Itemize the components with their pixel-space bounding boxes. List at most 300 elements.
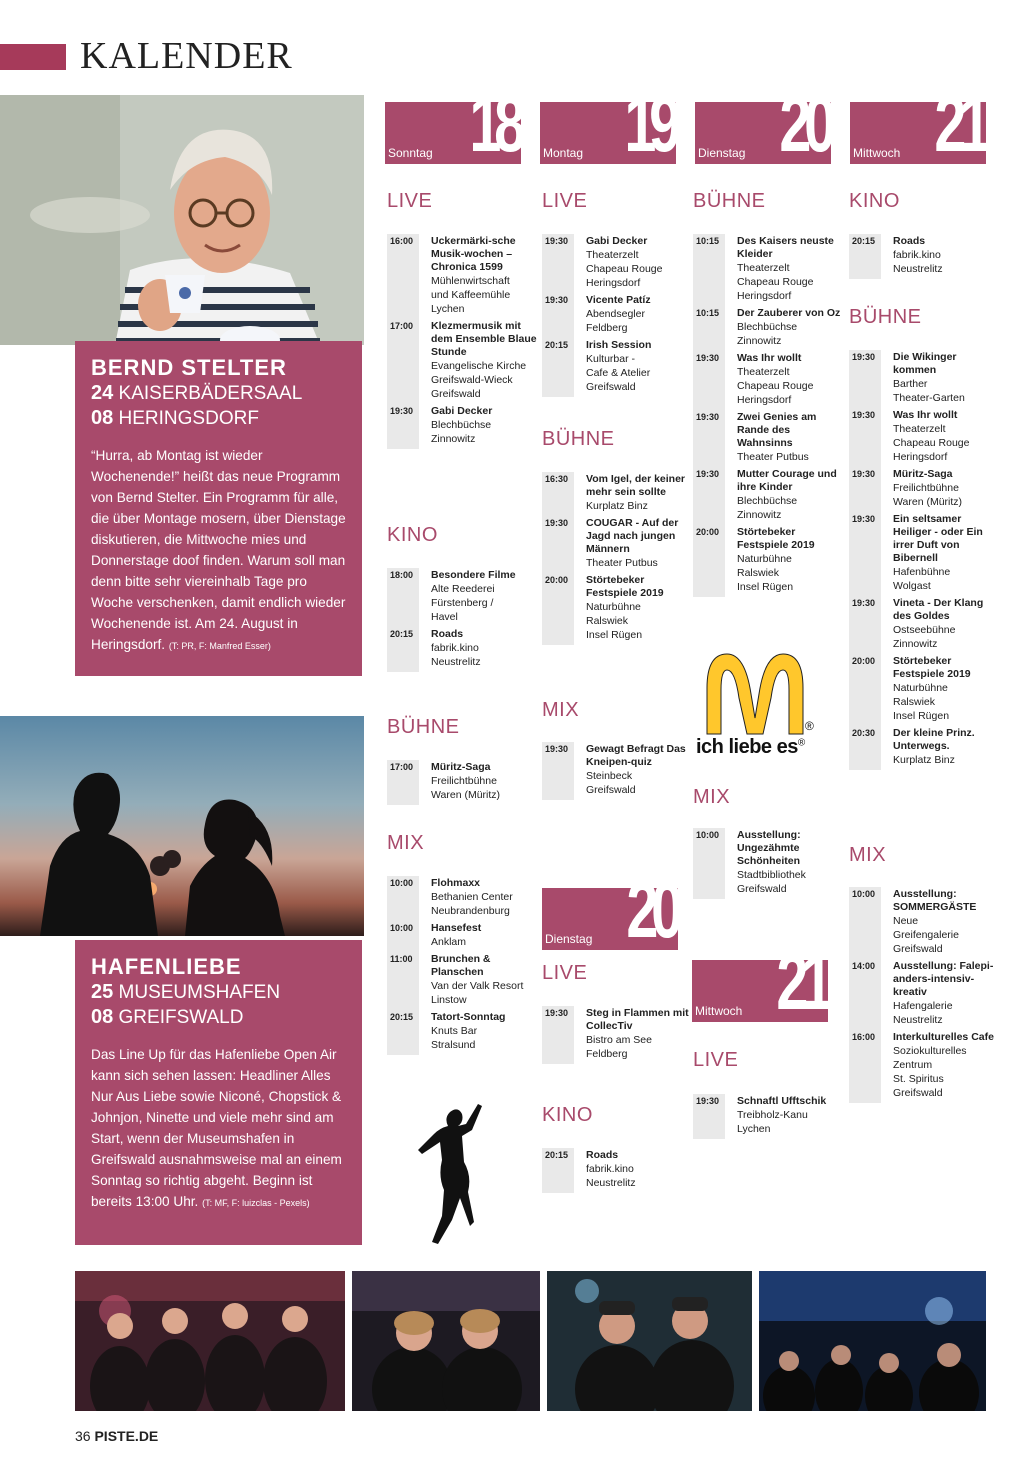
page-title: KALENDER — [80, 35, 293, 77]
date-header-21 — [850, 94, 986, 164]
section-buehne: BÜHNE — [849, 306, 922, 328]
event-location: Bethanien Center — [431, 891, 513, 903]
event-row — [849, 1030, 999, 1103]
event-title: Was Ihr wollt — [893, 409, 958, 421]
event-row — [542, 234, 692, 293]
event-info — [725, 525, 843, 597]
event-info — [725, 234, 843, 306]
page-number: 36 — [75, 1428, 91, 1444]
feature-title: HAFENLIEBE — [91, 954, 242, 979]
event-location: Zinnowitz — [737, 509, 782, 521]
event-info — [574, 234, 662, 293]
event-location: Chapeau Rouge — [586, 263, 663, 275]
event-row — [693, 525, 843, 597]
event-time: 19:30 — [849, 512, 881, 596]
event-location: Neustrelitz — [586, 1177, 636, 1189]
event-row — [693, 410, 843, 467]
event-location: Havel — [431, 611, 458, 623]
event-row — [849, 596, 999, 654]
event-location: Insel Rügen — [737, 581, 794, 593]
event-location: Insel Rügen — [586, 629, 643, 641]
event-row — [542, 573, 692, 645]
event-info — [574, 573, 692, 645]
date-header-19 — [540, 94, 676, 164]
event-location: Neubrandenburg — [431, 905, 510, 917]
feature-date-venue-2 — [91, 406, 346, 431]
event-row — [387, 404, 537, 449]
event-title: Die Wikinger kommen — [893, 351, 957, 376]
gallery-photo-2 — [352, 1271, 540, 1411]
event-row — [542, 742, 692, 800]
date-weekday: Sonntag — [388, 146, 433, 160]
event-time: 10:15 — [693, 306, 725, 351]
event-time: 20:15 — [387, 627, 419, 672]
feature-venue-line1: KAISERBÄDERSAAL — [118, 383, 303, 404]
event-location: Greifswald — [586, 381, 636, 393]
event-title: Hansefest — [431, 922, 482, 934]
event-location: Heringsdorf — [737, 394, 792, 406]
feature-month: 08 — [91, 1006, 114, 1028]
event-location: Knuts Bar — [431, 1025, 478, 1037]
gallery-photo-3 — [547, 1271, 752, 1411]
event-location: Stadtbibliothek — [737, 869, 806, 881]
event-title: Interkulturelles Cafe — [893, 1031, 994, 1043]
event-info — [725, 467, 843, 525]
event-location: Greifswald — [893, 943, 943, 955]
section-live: LIVE — [387, 190, 433, 212]
event-time: 14:00 — [849, 959, 881, 1030]
event-row — [693, 467, 843, 525]
event-title: Müritz-Saga — [893, 468, 953, 480]
feature-bernd-stelter — [75, 341, 362, 676]
event-time: 16:00 — [849, 1030, 881, 1103]
section-buehne: BÜHNE — [542, 428, 615, 450]
feature-body: Das Line Up für das Hafenliebe Open Air kann sich sehen lassen: Headliner Alles Nur Aus Liebe sowie Niconé, Chopstick & Johnjon, Ninette und viele mehr sind am Start, wenn der Museumshafen in Greifswald ausnahmsweise mal an einem Sonntag so richtig abgeht. Beginn ist bereits 13:00 Uhr. — [91, 1047, 342, 1209]
gallery-photo-4 — [759, 1271, 986, 1411]
event-location: Chapeau Rouge — [737, 380, 814, 392]
date-weekday: Montag — [543, 146, 584, 160]
feature-month: 08 — [91, 407, 114, 429]
event-title: Vineta - Der Klang des Goldes — [893, 597, 984, 622]
photo-bernd-stelter — [0, 95, 364, 345]
event-location: Blechbüchse — [431, 419, 492, 431]
event-time: 17:00 — [387, 760, 419, 805]
event-location: Zinnowitz — [737, 335, 782, 347]
event-location: Chapeau Rouge — [893, 437, 970, 449]
event-time: 16:00 — [387, 234, 419, 319]
event-info — [881, 654, 999, 726]
feature-venue-line2: GREIFSWALD — [118, 1007, 244, 1028]
event-location: Stralsund — [431, 1039, 476, 1051]
event-location: Theater Putbus — [737, 451, 809, 463]
event-list — [387, 760, 537, 805]
event-time: 19:30 — [849, 467, 881, 512]
event-location: Steinbeck — [586, 770, 633, 782]
event-title: Uckermärki-sche Musik-wochen – Chronica 1599 — [431, 235, 516, 273]
gallery-photo-1 — [75, 1271, 345, 1411]
date-header-20 — [695, 94, 831, 164]
event-location: Theaterzelt — [586, 249, 639, 261]
section-live: LIVE — [542, 190, 588, 212]
event-info — [881, 887, 999, 959]
event-time: 18:00 — [387, 568, 419, 627]
event-time: 19:30 — [542, 516, 574, 573]
event-info — [419, 921, 481, 952]
event-info — [725, 306, 840, 351]
event-location: Greifengalerie — [893, 929, 959, 941]
event-row — [542, 1148, 692, 1193]
event-row — [542, 338, 692, 397]
event-location: Barther — [893, 378, 928, 390]
event-title: COUGAR - Auf der Jagd nach jungen Männern — [586, 517, 679, 555]
event-title: Mutter Courage und ihre Kinder — [737, 468, 837, 493]
event-info — [419, 1010, 505, 1055]
event-location: Heringsdorf — [737, 290, 792, 302]
event-location: Zinnowitz — [893, 638, 938, 650]
event-time: 20:00 — [693, 525, 725, 597]
event-location: fabrik.kino — [893, 249, 941, 261]
event-title: Besondere Filme — [431, 569, 516, 581]
event-location: Naturbühne — [737, 553, 792, 565]
date-weekday: Dienstag — [545, 932, 593, 946]
event-list — [387, 234, 537, 449]
event-time: 19:30 — [693, 351, 725, 410]
event-title: Ausstellung: Falepi-anders-intensiv-kreativ — [893, 960, 994, 998]
event-location: Neustrelitz — [893, 1014, 943, 1026]
event-info — [419, 404, 492, 449]
section-kino: KINO — [387, 524, 438, 546]
event-location: Naturbühne — [586, 601, 641, 613]
event-location: Wolgast — [893, 580, 931, 592]
event-row — [387, 319, 537, 404]
event-location: St. Spiritus — [893, 1073, 944, 1085]
event-row — [387, 952, 537, 1010]
event-location: Kulturbar - — [586, 353, 636, 365]
event-time: 10:00 — [387, 921, 419, 952]
brand-name: PISTE.DE — [94, 1428, 159, 1444]
event-time: 19:30 — [542, 293, 574, 338]
event-row — [849, 234, 999, 279]
event-title: Zwei Genies am Rande des Wahnsinns — [737, 411, 817, 449]
event-title: Ausstellung: SOMMERGÄSTE — [893, 888, 977, 913]
event-row — [542, 1006, 692, 1064]
event-location: Evangelische Kirche — [431, 360, 527, 372]
event-location: Greifswald-Wieck — [431, 374, 513, 386]
event-location: Soziokulturelles — [893, 1045, 967, 1057]
event-title: Störtebeker Festspiele 2019 — [586, 574, 664, 599]
event-title: Schnaftl Ufftschik — [737, 1095, 827, 1107]
event-row — [387, 627, 537, 672]
event-time: 20:30 — [849, 726, 881, 770]
event-time: 11:00 — [387, 952, 419, 1010]
event-list — [693, 234, 843, 597]
event-location: fabrik.kino — [431, 642, 479, 654]
event-title: Roads — [431, 628, 464, 640]
event-info — [881, 596, 999, 654]
event-location: Lychen — [431, 303, 465, 315]
event-info — [725, 351, 813, 410]
section-buehne: BÜHNE — [387, 716, 460, 738]
event-info — [881, 1030, 994, 1103]
event-location: Anklam — [431, 936, 467, 948]
date-number: 21 — [934, 94, 984, 164]
event-row — [387, 921, 537, 952]
event-row — [693, 234, 843, 306]
event-info — [574, 742, 692, 800]
event-location: Theaterzelt — [737, 366, 790, 378]
event-time: 10:00 — [387, 876, 419, 921]
event-info — [725, 1094, 826, 1139]
date-number: 20 — [779, 94, 829, 164]
golden-arches-logo — [693, 648, 833, 738]
event-row — [849, 512, 999, 596]
event-location: Alte Reederei — [431, 583, 495, 595]
section-buehne: BÜHNE — [693, 190, 766, 212]
event-info — [419, 876, 513, 921]
event-location: Mühlenwirtschaft — [431, 275, 510, 287]
dancer-silhouette-icon — [412, 1102, 487, 1247]
feature-day: 25 — [91, 981, 114, 1003]
event-location: Waren (Müritz) — [893, 496, 963, 508]
event-location: Ralswiek — [893, 696, 936, 708]
event-time: 19:30 — [693, 467, 725, 525]
event-location: Blechbüchse — [737, 495, 798, 507]
event-info — [881, 959, 999, 1030]
event-time: 19:30 — [849, 350, 881, 408]
event-row — [693, 1094, 843, 1139]
title-accent-bar — [0, 44, 66, 70]
event-location: Fürstenberg / — [431, 597, 494, 609]
event-location: Theaterzelt — [893, 423, 946, 435]
event-title: Tatort-Sonntag — [431, 1011, 506, 1023]
date-number: 21 — [776, 952, 826, 1022]
feature-venue-line1: MUSEUMSHAFEN — [118, 982, 281, 1003]
event-list — [849, 234, 999, 279]
feature-date-venue — [91, 980, 346, 1005]
event-row — [387, 234, 537, 319]
event-time: 19:30 — [542, 742, 574, 800]
event-title: Ein seltsamer Heiliger - oder Ein irrer Duft von Bibernell — [893, 513, 983, 564]
event-info — [725, 828, 843, 899]
event-row — [693, 828, 843, 899]
event-title: Flohmaxx — [431, 877, 481, 889]
section-mix: MIX — [542, 699, 580, 721]
event-time: 20:15 — [849, 234, 881, 279]
event-location: Kurplatz Binz — [586, 500, 648, 512]
event-location: Theaterzelt — [737, 262, 790, 274]
feature-hafenliebe — [75, 940, 362, 1245]
event-info — [881, 408, 969, 467]
event-location: Greifswald — [893, 1087, 943, 1099]
event-row — [542, 293, 692, 338]
page-footer — [75, 1428, 158, 1444]
event-info — [419, 760, 500, 805]
event-title: Klezmermusik mit dem Ensemble Blaue Stunde — [431, 320, 537, 358]
event-location: Neustrelitz — [893, 263, 943, 275]
section-live: LIVE — [542, 962, 588, 984]
feature-date-venue — [91, 381, 346, 406]
event-location: Ralswiek — [737, 567, 780, 579]
event-info — [574, 293, 651, 338]
section-kino: KINO — [542, 1104, 593, 1126]
event-info — [574, 472, 692, 516]
event-list — [387, 876, 537, 1055]
event-info — [881, 467, 962, 512]
event-location: fabrik.kino — [586, 1163, 634, 1175]
event-title: Irish Session — [586, 339, 652, 351]
event-row — [387, 760, 537, 805]
event-location: Greifswald — [586, 784, 636, 796]
event-row — [387, 1010, 537, 1055]
event-location: Neustrelitz — [431, 656, 481, 668]
event-row — [387, 876, 537, 921]
event-location: Heringsdorf — [586, 277, 641, 289]
event-location: Greifswald — [431, 388, 481, 400]
event-title: Störtebeker Festspiele 2019 — [737, 526, 815, 551]
event-row — [387, 568, 537, 627]
event-time: 20:00 — [542, 573, 574, 645]
event-time: 19:30 — [849, 596, 881, 654]
feature-body: “Hurra, ab Montag ist wieder Wochenende!” heißt das neue Programm von Bernd Stelter. Ein Programm für alle, die über Montage mosern, über Dienstage diskutieren, die Mittwoche mies und Donnerstage doof finden. Warum soll man denn bitte sehr viereinhalb Tage pro Woche verschenken, damit endlich wieder Wochenende ist. Am 24. August in Heringsdorf. — [91, 448, 346, 652]
event-location: Naturbühne — [893, 682, 948, 694]
event-location: Insel Rügen — [893, 710, 950, 722]
event-row — [542, 516, 692, 573]
date-header-18 — [385, 94, 521, 164]
event-title: Was Ihr wollt — [737, 352, 802, 364]
mcdonalds-ad — [693, 648, 833, 770]
event-title: Gabi Decker — [586, 235, 648, 247]
event-title: Brunchen & Planschen — [431, 953, 491, 978]
event-list — [387, 568, 537, 672]
event-title: Roads — [893, 235, 926, 247]
ad-slogan — [696, 736, 805, 759]
date-header-20-second — [542, 880, 678, 950]
date-weekday: Mittwoch — [853, 146, 901, 160]
event-time: 19:30 — [387, 404, 419, 449]
feature-title: BERND STELTER — [91, 355, 287, 380]
event-location: Theater Putbus — [586, 557, 658, 569]
event-location: Heringsdorf — [893, 451, 948, 463]
event-title: Müritz-Saga — [431, 761, 491, 773]
event-title: Der Zauberer von Oz — [737, 307, 841, 319]
date-number: 20 — [626, 880, 676, 950]
event-location: Blechbüchse — [737, 321, 798, 333]
event-time: 19:30 — [693, 410, 725, 467]
date-weekday: Dienstag — [698, 146, 746, 160]
section-mix: MIX — [849, 844, 887, 866]
date-number: 18 — [469, 94, 519, 164]
event-location: Ralswiek — [586, 615, 629, 627]
event-time: 20:15 — [542, 338, 574, 397]
feature-day: 24 — [91, 382, 114, 404]
event-title: Steg in Flammen mit CollecTiv — [586, 1007, 689, 1032]
event-location: Waren (Müritz) — [431, 789, 501, 801]
event-location: Van der Valk Resort — [431, 980, 524, 992]
feature-date-venue-2 — [91, 1005, 346, 1030]
event-time: 10:15 — [693, 234, 725, 306]
event-location: Linstow — [431, 994, 467, 1006]
event-location: Lychen — [737, 1123, 771, 1135]
event-info — [419, 568, 516, 627]
section-mix: MIX — [387, 832, 425, 854]
event-info — [419, 627, 481, 672]
event-location: und Kaffeemühle — [431, 289, 511, 301]
event-info — [881, 234, 943, 279]
event-list — [542, 742, 692, 800]
event-location: Zentrum — [893, 1059, 933, 1071]
event-info — [574, 516, 692, 573]
event-list — [542, 1006, 692, 1064]
section-live: LIVE — [693, 1049, 739, 1071]
event-title: Ausstellung: Ungezähmte Schönheiten — [737, 829, 801, 867]
event-info — [419, 952, 537, 1010]
event-list — [849, 350, 999, 770]
event-location: Neue — [893, 915, 919, 927]
event-location: Zinnowitz — [431, 433, 476, 445]
ad-slogan-text: ich liebe es — [696, 736, 798, 758]
event-info — [725, 410, 843, 467]
event-title: Der kleine Prinz. Unterwegs. — [893, 727, 975, 752]
event-list — [542, 234, 692, 397]
event-location: Hafenbühne — [893, 566, 951, 578]
svg-text:®: ® — [805, 719, 814, 733]
event-list — [693, 1094, 843, 1139]
event-row — [849, 726, 999, 770]
event-list — [693, 828, 843, 899]
event-time: 20:15 — [542, 1148, 574, 1193]
event-title: Gabi Decker — [431, 405, 493, 417]
section-mix: MIX — [693, 786, 731, 808]
event-list — [542, 472, 692, 645]
event-location: Kurplatz Binz — [893, 754, 955, 766]
event-time: 19:30 — [542, 234, 574, 293]
event-location: Abendsegler — [586, 308, 645, 320]
date-weekday: Mittwoch — [695, 1004, 743, 1018]
event-row — [693, 306, 843, 351]
event-row — [693, 351, 843, 410]
event-row — [849, 959, 999, 1030]
event-location: Hafengalerie — [893, 1000, 953, 1012]
event-info — [881, 350, 999, 408]
event-location: Feldberg — [586, 1048, 628, 1060]
event-time: 19:30 — [693, 1094, 725, 1139]
event-location: Freilichtbühne — [431, 775, 497, 787]
feature-text — [91, 1044, 346, 1214]
feature-venue-line2: HERINGSDORF — [118, 408, 259, 429]
event-time: 20:15 — [387, 1010, 419, 1055]
event-location: Cafe & Atelier — [586, 367, 651, 379]
event-location: Theater-Garten — [893, 392, 965, 404]
event-time: 19:30 — [542, 1006, 574, 1064]
event-location: Ostseebühne — [893, 624, 956, 636]
event-location: Feldberg — [586, 322, 628, 334]
event-row — [849, 654, 999, 726]
section-kino: KINO — [849, 190, 900, 212]
event-info — [881, 512, 999, 596]
event-info — [574, 1006, 692, 1064]
event-row — [849, 467, 999, 512]
event-title: Roads — [586, 1149, 619, 1161]
event-info — [574, 338, 651, 397]
feature-text — [91, 445, 346, 657]
event-info — [881, 726, 999, 770]
event-title: Vom Igel, der keiner mehr sein sollte — [586, 473, 686, 498]
event-row — [849, 408, 999, 467]
registered-mark-icon: ® — [797, 737, 805, 749]
date-number: 19 — [624, 94, 674, 164]
event-list — [849, 887, 999, 1103]
event-row — [849, 350, 999, 408]
